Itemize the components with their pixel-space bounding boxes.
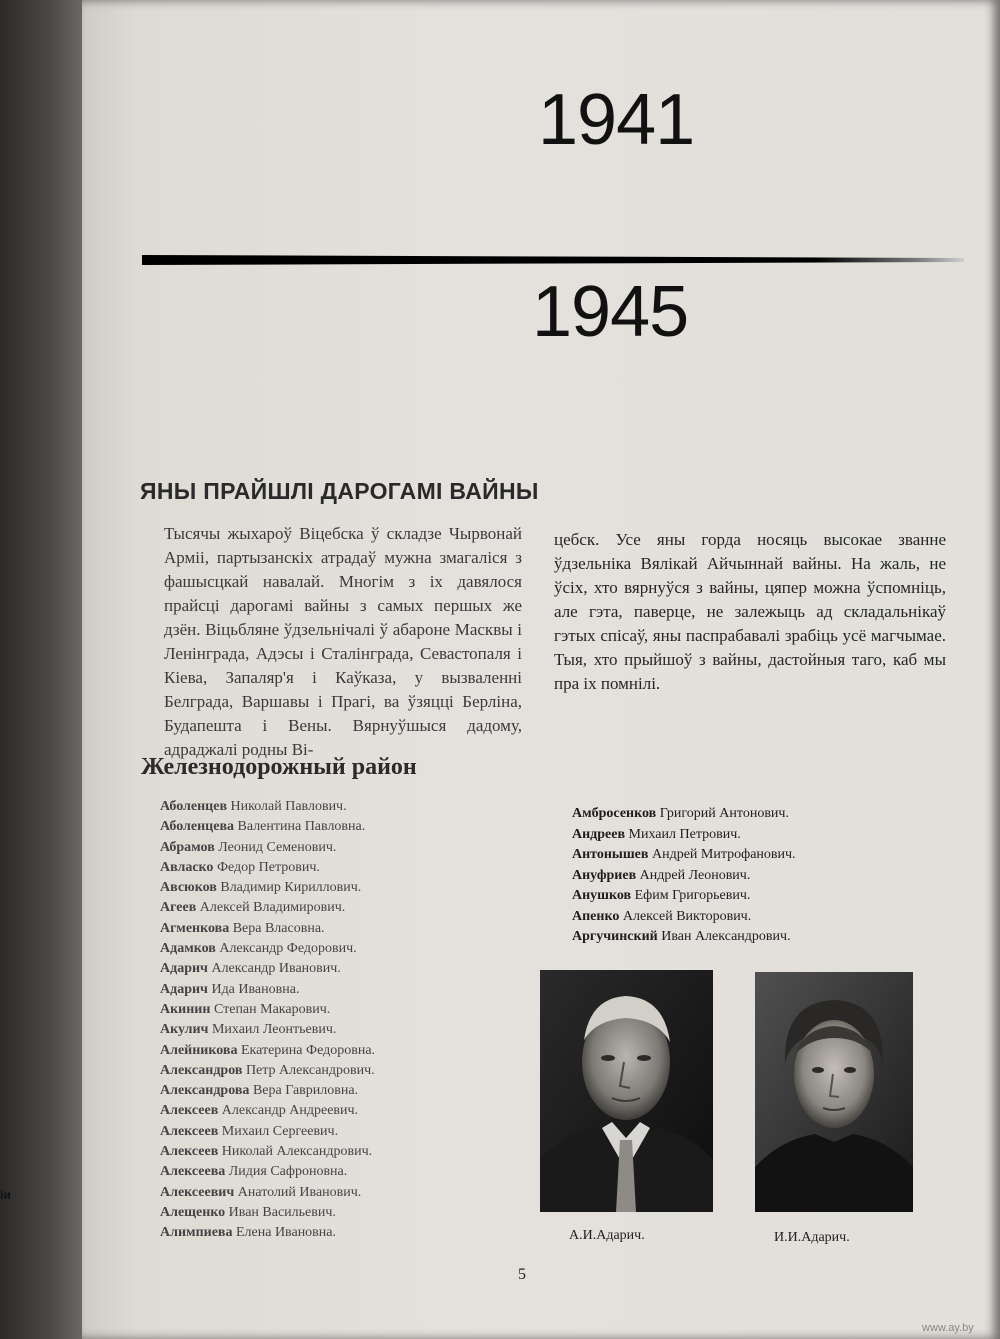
surname: Алейникова <box>160 1042 238 1058</box>
surname: Абрамов <box>160 839 215 855</box>
given-names: Вера Гавриловна. <box>252 1083 359 1099</box>
name-entry <box>160 1101 375 1121</box>
given-names: Николай Александрович. <box>221 1144 373 1160</box>
photo-caption-1: А.И.Адарич. <box>569 1228 645 1243</box>
name-entry <box>160 1223 375 1243</box>
name-entry <box>160 1122 375 1142</box>
surname: Амбросенков <box>572 806 657 821</box>
surname: Алимпиева <box>160 1225 233 1241</box>
name-entry <box>572 886 796 907</box>
given-names: Григорий Антонович. <box>659 806 789 821</box>
intro-text-right: цебск. Усе яны горда носяць высокае званне ўдзельніка Вялікай Айчыннай вайны. На жаль, не ўсіх, хто вярнуўся з вайны, цяпер можна ўспомніць, але гэта, паверце, не залежыць ад складальнікаў гэтых спісаў, яны паспрабавалі зрабіць усё магчымае. Тыя, хто прыйшоў з вайны, дастойныя таго, каб мы пра іх помнілі. <box>554 530 946 693</box>
surname: Алексеев <box>160 1123 219 1139</box>
name-entry <box>160 1203 375 1223</box>
given-names: Елена Ивановна. <box>235 1225 337 1241</box>
surname: Авсюков <box>160 880 217 896</box>
given-names: Степан Макарович. <box>213 1001 331 1017</box>
name-entry <box>160 959 375 979</box>
names-list-left <box>160 797 375 1244</box>
given-names: Леонид Семенович. <box>218 839 337 855</box>
name-entry <box>160 1061 375 1081</box>
given-names: Ида Ивановна. <box>211 981 300 997</box>
surname: Алексеева <box>160 1164 226 1180</box>
surname: Акулич <box>160 1022 209 1038</box>
surname: Апенко <box>572 908 620 924</box>
given-names: Михаил Леонтьевич. <box>211 1022 337 1038</box>
portrait-woman-image <box>755 972 913 1212</box>
surname: Андреев <box>572 826 626 842</box>
surname: Авласко <box>160 859 214 875</box>
given-names: Михаил Петрович. <box>628 826 741 842</box>
name-entry <box>572 804 796 825</box>
given-names: Иван Александрович. <box>661 929 791 944</box>
given-names: Андрей Леонович. <box>639 867 751 883</box>
surname: Анушков <box>572 888 632 903</box>
name-entry <box>160 1162 375 1182</box>
name-entry <box>160 1041 375 1061</box>
given-names: Алексей Владимирович. <box>199 900 346 916</box>
given-names: Александр Андреевич. <box>221 1103 359 1119</box>
given-names: Александр Федорович. <box>219 941 357 957</box>
name-entry <box>160 1142 375 1162</box>
portrait-photo-man <box>540 970 713 1212</box>
given-names: Федор Петрович. <box>216 859 320 875</box>
intro-text-left: Тысячы жыхароў Віцебска ў складзе Чырвонай Арміі, партызанскіх атрадаў мужна змагаліся з фашысцкай навалай. Многім з іх давялося прайсці дарогамі вайны з самых першых же дзён. Віцьбляне ўдзельнічалі ў абароне Масквы і Ленінграда, Адэсы і Сталінграда, Севастопаля і Кіева, Запаляр'я і Каўказа, у вызваленні Белграда, Варшавы і Прагі, ва ўзяцці Берліна, Будапешта і Вены. Вярнуўшыся дадому, адраджалі родны Ві- <box>164 524 522 759</box>
surname: Агменкова <box>160 920 230 936</box>
surname: Александрова <box>160 1083 250 1099</box>
given-names: Алексей Викторович. <box>622 908 752 924</box>
name-entry <box>160 817 375 837</box>
surname: Адарич <box>160 981 208 997</box>
photo-caption-2: И.И.Адарич. <box>774 1230 850 1245</box>
book-spine-shadow <box>0 0 82 1339</box>
year-end: 1945 <box>532 272 689 352</box>
given-names: Иван Васильевич. <box>228 1204 336 1220</box>
name-entry <box>572 866 796 887</box>
surname: Агеев <box>160 900 197 916</box>
name-entry <box>160 1000 375 1020</box>
given-names: Ефим Григорьевич. <box>634 888 751 903</box>
name-entry <box>160 878 375 898</box>
name-entry <box>160 1081 375 1101</box>
given-names: Михаил Сергеевич. <box>221 1123 339 1139</box>
given-names: Александр Иванович. <box>211 961 341 977</box>
given-names: Анатолий Иванович. <box>237 1184 362 1200</box>
names-list-right <box>572 804 796 948</box>
surname: Адарич <box>160 961 208 977</box>
name-entry <box>160 838 375 858</box>
surname: Алексеевич <box>160 1184 235 1200</box>
surname: Алексеев <box>160 1103 219 1119</box>
name-entry <box>160 1183 375 1203</box>
name-entry <box>160 939 375 959</box>
surname: Алексеев <box>160 1144 219 1160</box>
name-entry <box>572 907 796 928</box>
portrait-photo-woman <box>755 972 913 1212</box>
surname: Аргучинский <box>572 929 658 944</box>
name-entry <box>572 825 796 846</box>
surname: Акинин <box>160 1001 211 1017</box>
section-heading: ЯНЫ ПРАЙШЛІ ДАРОГАМІ ВАЙНЫ <box>140 478 539 504</box>
given-names: Владимир Кириллович. <box>220 880 362 896</box>
given-names: Валентина Павловна. <box>237 819 366 835</box>
page-number: 5 <box>518 1266 526 1283</box>
surname: Александров <box>160 1062 243 1078</box>
surname: Антонышев <box>572 847 649 862</box>
margin-mark: іи <box>0 1188 11 1202</box>
name-entry <box>160 1020 375 1040</box>
district-heading: Железнодорожный район <box>141 754 417 780</box>
given-names: Петр Александрович. <box>245 1062 375 1078</box>
given-names: Лидия Сафроновна. <box>228 1164 348 1180</box>
surname: Аболенцев <box>160 799 228 814</box>
surname: Аболенцева <box>160 819 235 835</box>
year-start: 1941 <box>538 80 695 160</box>
given-names: Николай Павлович. <box>230 799 347 814</box>
name-entry <box>572 845 796 866</box>
surname: Адамков <box>160 941 216 957</box>
name-entry <box>160 797 375 817</box>
surname: Алещенко <box>160 1204 226 1220</box>
name-entry <box>160 919 375 939</box>
surname: Ануфриев <box>572 867 637 883</box>
name-entry <box>160 980 375 1000</box>
given-names: Андрей Митрофанович. <box>651 847 796 862</box>
portrait-man-image <box>540 970 713 1212</box>
name-entry <box>160 858 375 878</box>
name-entry <box>572 927 796 948</box>
given-names: Екатерина Федоровна. <box>240 1042 376 1058</box>
name-entry <box>160 898 375 918</box>
given-names: Вера Власовна. <box>232 920 325 936</box>
watermark: www.ay.by <box>922 1322 974 1334</box>
